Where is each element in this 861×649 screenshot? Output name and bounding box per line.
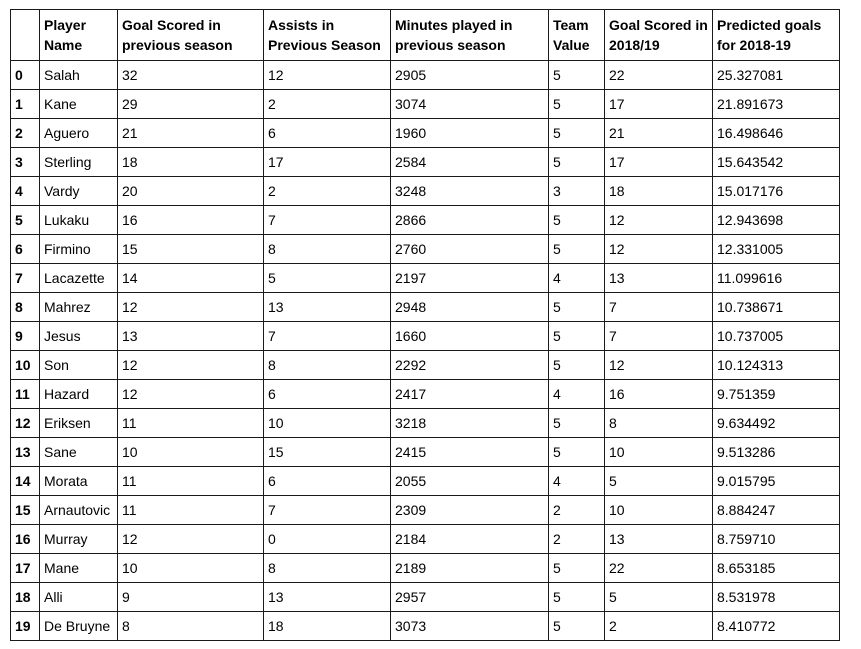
table-row [11,583,840,612]
assists-previous-cell: 15 [264,438,391,467]
goals-2018-19-cell: 7 [605,293,713,322]
player-name-cell: Sane [40,438,118,467]
team-value-cell: 5 [549,583,605,612]
team-value-cell: 2 [549,496,605,525]
assists-previous-cell: 0 [264,525,391,554]
predicted-goals-cell: 9.751359 [713,380,840,409]
player-name-cell: Mane [40,554,118,583]
player-name-cell: Eriksen [40,409,118,438]
header-row [11,10,840,61]
row-index: 14 [11,467,40,496]
column-header-goals-2018-19: Goal Scored in 2018/19 [605,10,713,61]
minutes-previous-cell: 2189 [391,554,549,583]
team-value-cell: 5 [549,293,605,322]
table-row [11,554,840,583]
assists-previous-cell: 6 [264,467,391,496]
goals-previous-cell: 11 [118,496,264,525]
assists-previous-cell: 7 [264,496,391,525]
minutes-previous-cell: 3073 [391,612,549,641]
assists-previous-cell: 10 [264,409,391,438]
goals-previous-cell: 8 [118,612,264,641]
player-name-cell: Lukaku [40,206,118,235]
team-value-cell: 5 [549,554,605,583]
goals-2018-19-cell: 12 [605,351,713,380]
minutes-previous-cell: 1660 [391,322,549,351]
team-value-cell: 5 [549,612,605,641]
row-index: 17 [11,554,40,583]
goals-2018-19-cell: 13 [605,264,713,293]
table-row [11,293,840,322]
minutes-previous-cell: 3248 [391,177,549,206]
assists-previous-cell: 12 [264,61,391,90]
player-name-cell: Mahrez [40,293,118,322]
predicted-goals-cell: 9.634492 [713,409,840,438]
table-row [11,148,840,177]
row-index: 5 [11,206,40,235]
minutes-previous-cell: 2309 [391,496,549,525]
row-index: 16 [11,525,40,554]
goals-previous-cell: 32 [118,61,264,90]
team-value-cell: 4 [549,380,605,409]
table-header [11,10,840,61]
goals-2018-19-cell: 22 [605,61,713,90]
table-row [11,264,840,293]
predictions-table [10,9,840,641]
team-value-cell: 5 [549,119,605,148]
assists-previous-cell: 8 [264,554,391,583]
goals-previous-cell: 10 [118,554,264,583]
goals-previous-cell: 20 [118,177,264,206]
predicted-goals-cell: 8.410772 [713,612,840,641]
table-row [11,90,840,119]
assists-previous-cell: 7 [264,206,391,235]
predicted-goals-cell: 12.943698 [713,206,840,235]
row-index: 7 [11,264,40,293]
team-value-cell: 4 [549,467,605,496]
minutes-previous-cell: 3218 [391,409,549,438]
assists-previous-cell: 13 [264,583,391,612]
player-name-cell: Lacazette [40,264,118,293]
minutes-previous-cell: 2292 [391,351,549,380]
row-index: 12 [11,409,40,438]
minutes-previous-cell: 2415 [391,438,549,467]
minutes-previous-cell: 2957 [391,583,549,612]
column-header-player-name: Player Name [40,10,118,61]
assists-previous-cell: 7 [264,322,391,351]
predicted-goals-cell: 8.884247 [713,496,840,525]
goals-2018-19-cell: 22 [605,554,713,583]
goals-previous-cell: 10 [118,438,264,467]
goals-previous-cell: 12 [118,380,264,409]
goals-2018-19-cell: 5 [605,467,713,496]
predicted-goals-cell: 12.331005 [713,235,840,264]
table-row [11,322,840,351]
goals-2018-19-cell: 13 [605,525,713,554]
goals-2018-19-cell: 2 [605,612,713,641]
row-index: 1 [11,90,40,119]
table-row [11,496,840,525]
assists-previous-cell: 8 [264,351,391,380]
team-value-cell: 5 [549,322,605,351]
predicted-goals-cell: 16.498646 [713,119,840,148]
column-header-predicted-goals: Predicted goals for 2018-19 [713,10,840,61]
player-name-cell: Firmino [40,235,118,264]
predicted-goals-cell: 21.891673 [713,90,840,119]
team-value-cell: 5 [549,438,605,467]
predicted-goals-cell: 15.643542 [713,148,840,177]
player-name-cell: Aguero [40,119,118,148]
row-index: 2 [11,119,40,148]
row-index: 15 [11,496,40,525]
minutes-previous-cell: 2184 [391,525,549,554]
player-name-cell: Morata [40,467,118,496]
player-name-cell: De Bruyne [40,612,118,641]
predicted-goals-cell: 9.513286 [713,438,840,467]
goals-2018-19-cell: 10 [605,496,713,525]
goals-previous-cell: 12 [118,525,264,554]
player-name-cell: Sterling [40,148,118,177]
minutes-previous-cell: 2584 [391,148,549,177]
goals-previous-cell: 11 [118,467,264,496]
goals-2018-19-cell: 8 [605,409,713,438]
minutes-previous-cell: 2417 [391,380,549,409]
goals-2018-19-cell: 12 [605,206,713,235]
table-row [11,409,840,438]
assists-previous-cell: 17 [264,148,391,177]
goals-previous-cell: 15 [118,235,264,264]
team-value-cell: 5 [549,148,605,177]
goals-previous-cell: 18 [118,148,264,177]
goals-previous-cell: 29 [118,90,264,119]
table-row [11,438,840,467]
player-name-cell: Salah [40,61,118,90]
player-name-cell: Vardy [40,177,118,206]
index-header [11,10,40,61]
row-index: 9 [11,322,40,351]
assists-previous-cell: 6 [264,380,391,409]
row-index: 10 [11,351,40,380]
minutes-previous-cell: 2948 [391,293,549,322]
table-row [11,206,840,235]
minutes-previous-cell: 1960 [391,119,549,148]
row-index: 19 [11,612,40,641]
team-value-cell: 4 [549,264,605,293]
assists-previous-cell: 2 [264,90,391,119]
player-name-cell: Kane [40,90,118,119]
row-index: 3 [11,148,40,177]
goals-2018-19-cell: 16 [605,380,713,409]
row-index: 11 [11,380,40,409]
goals-2018-19-cell: 12 [605,235,713,264]
table-row [11,177,840,206]
goals-previous-cell: 12 [118,351,264,380]
team-value-cell: 5 [549,351,605,380]
assists-previous-cell: 6 [264,119,391,148]
predicted-goals-cell: 10.124313 [713,351,840,380]
assists-previous-cell: 13 [264,293,391,322]
team-value-cell: 5 [549,206,605,235]
predicted-goals-cell: 8.759710 [713,525,840,554]
column-header-goals-previous: Goal Scored in previous season [118,10,264,61]
row-index: 6 [11,235,40,264]
assists-previous-cell: 5 [264,264,391,293]
assists-previous-cell: 18 [264,612,391,641]
goals-2018-19-cell: 5 [605,583,713,612]
goals-2018-19-cell: 10 [605,438,713,467]
predicted-goals-cell: 25.327081 [713,61,840,90]
predicted-goals-cell: 15.017176 [713,177,840,206]
team-value-cell: 2 [549,525,605,554]
row-index: 18 [11,583,40,612]
minutes-previous-cell: 2866 [391,206,549,235]
goals-previous-cell: 14 [118,264,264,293]
table-row [11,612,840,641]
goals-previous-cell: 12 [118,293,264,322]
team-value-cell: 5 [549,90,605,119]
assists-previous-cell: 2 [264,177,391,206]
team-value-cell: 5 [549,61,605,90]
goals-previous-cell: 21 [118,119,264,148]
goals-previous-cell: 11 [118,409,264,438]
minutes-previous-cell: 2905 [391,61,549,90]
goals-2018-19-cell: 21 [605,119,713,148]
predicted-goals-cell: 10.737005 [713,322,840,351]
team-value-cell: 5 [549,235,605,264]
table-row [11,351,840,380]
goals-2018-19-cell: 18 [605,177,713,206]
table-row [11,235,840,264]
minutes-previous-cell: 3074 [391,90,549,119]
predicted-goals-cell: 9.015795 [713,467,840,496]
goals-2018-19-cell: 7 [605,322,713,351]
player-name-cell: Son [40,351,118,380]
column-header-minutes-previous: Minutes played in previous season [391,10,549,61]
assists-previous-cell: 8 [264,235,391,264]
column-header-assists-previous: Assists in Previous Season [264,10,391,61]
table-row [11,380,840,409]
player-name-cell: Alli [40,583,118,612]
goals-previous-cell: 9 [118,583,264,612]
row-index: 8 [11,293,40,322]
goals-2018-19-cell: 17 [605,90,713,119]
row-index: 13 [11,438,40,467]
player-name-cell: Jesus [40,322,118,351]
player-name-cell: Arnautovic [40,496,118,525]
player-name-cell: Hazard [40,380,118,409]
table-row [11,467,840,496]
table-row [11,525,840,554]
minutes-previous-cell: 2197 [391,264,549,293]
dataframe-output [10,9,840,641]
team-value-cell: 3 [549,177,605,206]
table-body [11,61,840,641]
predicted-goals-cell: 11.099616 [713,264,840,293]
table-row [11,61,840,90]
predicted-goals-cell: 8.653185 [713,554,840,583]
player-name-cell: Murray [40,525,118,554]
table-row [11,119,840,148]
column-header-team-value: Team Value [549,10,605,61]
goals-previous-cell: 16 [118,206,264,235]
minutes-previous-cell: 2055 [391,467,549,496]
predicted-goals-cell: 8.531978 [713,583,840,612]
row-index: 0 [11,61,40,90]
predicted-goals-cell: 10.738671 [713,293,840,322]
team-value-cell: 5 [549,409,605,438]
goals-2018-19-cell: 17 [605,148,713,177]
minutes-previous-cell: 2760 [391,235,549,264]
goals-previous-cell: 13 [118,322,264,351]
row-index: 4 [11,177,40,206]
